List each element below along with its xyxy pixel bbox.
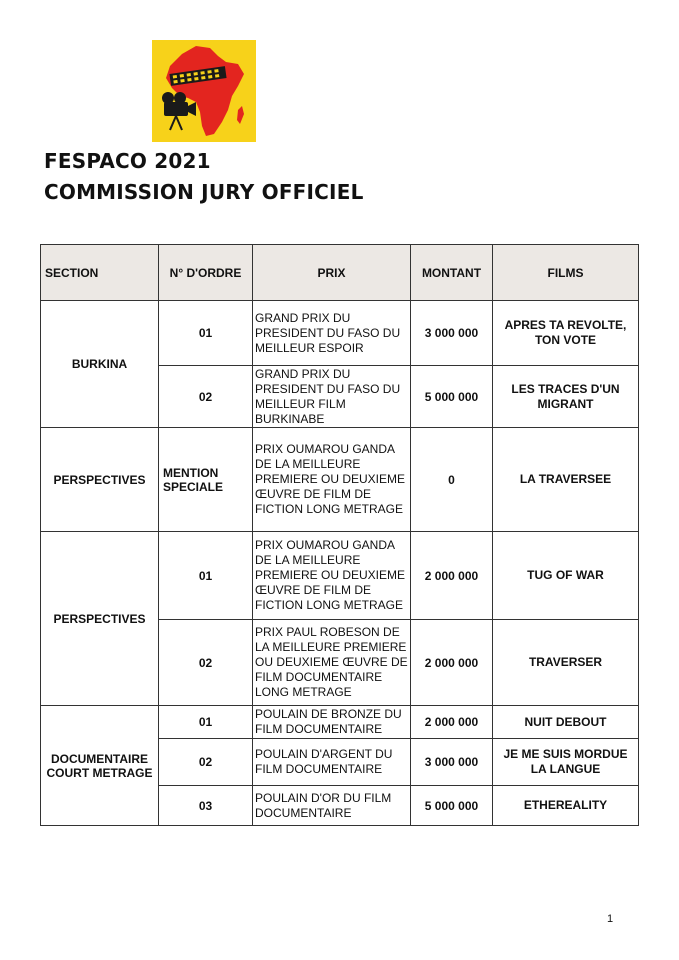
fespaco-logo: [152, 40, 256, 142]
header-section: SECTION: [41, 245, 159, 301]
film-cell: TUG OF WAR: [493, 532, 639, 620]
header-montant: MONTANT: [411, 245, 493, 301]
header-films: FILMS: [493, 245, 639, 301]
order-cell: 02: [159, 620, 253, 706]
prix-cell: POULAIN DE BRONZE DU FILM DOCUMENTAIRE: [253, 706, 411, 739]
film-cell: TRAVERSER: [493, 620, 639, 706]
table-row: [41, 428, 639, 532]
prix-cell: POULAIN D'OR DU FILM DOCUMENTAIRE: [253, 786, 411, 826]
montant-cell: 3 000 000: [411, 301, 493, 366]
montant-cell: 5 000 000: [411, 786, 493, 826]
montant-cell: 2 000 000: [411, 620, 493, 706]
table-row: [41, 301, 639, 366]
section-cell: PERSPECTIVES: [41, 428, 159, 532]
montant-cell: 2 000 000: [411, 706, 493, 739]
prix-cell: PRIX PAUL ROBESON DE LA MEILLEURE PREMIERE OU DEUXIEME ŒUVRE DE FILM DOCUMENTAIRE LONG METRAGE: [253, 620, 411, 706]
montant-cell: 5 000 000: [411, 366, 493, 428]
film-cell: ETHEREALITY: [493, 786, 639, 826]
montant-cell: 3 000 000: [411, 739, 493, 786]
order-cell: 03: [159, 786, 253, 826]
prix-cell: GRAND PRIX DU PRESIDENT DU FASO DU MEILLEUR ESPOIR: [253, 301, 411, 366]
page-subtitle: COMMISSION JURY OFFICIEL: [44, 180, 364, 204]
montant-cell: 0: [411, 428, 493, 532]
montant-cell: 2 000 000: [411, 532, 493, 620]
prize-table: [40, 244, 639, 826]
order-cell: 01: [159, 706, 253, 739]
order-cell: 02: [159, 366, 253, 428]
table-row: [41, 706, 639, 739]
order-cell: 01: [159, 532, 253, 620]
table-row: [41, 532, 639, 620]
prix-cell: GRAND PRIX DU PRESIDENT DU FASO DU MEILLEUR FILM BURKINABE: [253, 366, 411, 428]
section-cell: DOCUMENTAIRE COURT METRAGE: [41, 706, 159, 826]
film-cell: LA TRAVERSEE: [493, 428, 639, 532]
prix-cell: POULAIN D'ARGENT DU FILM DOCUMENTAIRE: [253, 739, 411, 786]
header-num: N° D'ORDRE: [159, 245, 253, 301]
order-cell: 01: [159, 301, 253, 366]
film-cell: APRES TA REVOLTE, TON VOTE: [493, 301, 639, 366]
film-cell: JE ME SUIS MORDUE LA LANGUE: [493, 739, 639, 786]
order-cell: 02: [159, 739, 253, 786]
header-prix: PRIX: [253, 245, 411, 301]
prix-cell: PRIX OUMAROU GANDA DE LA MEILLEURE PREMIERE OU DEUXIEME ŒUVRE DE FILM DE FICTION LONG METRAGE: [253, 428, 411, 532]
order-cell: MENTION SPECIALE: [159, 428, 253, 532]
page-number: 1: [607, 913, 614, 925]
film-cell: NUIT DEBOUT: [493, 706, 639, 739]
table-header-row: [41, 245, 639, 301]
section-cell: BURKINA: [41, 301, 159, 428]
prix-cell: PRIX OUMAROU GANDA DE LA MEILLEURE PREMIERE OU DEUXIEME ŒUVRE DE FILM DE FICTION LONG METRAGE: [253, 532, 411, 620]
page-title: FESPACO 2021: [44, 149, 211, 173]
section-cell: PERSPECTIVES: [41, 532, 159, 706]
film-cell: LES TRACES D'UN MIGRANT: [493, 366, 639, 428]
